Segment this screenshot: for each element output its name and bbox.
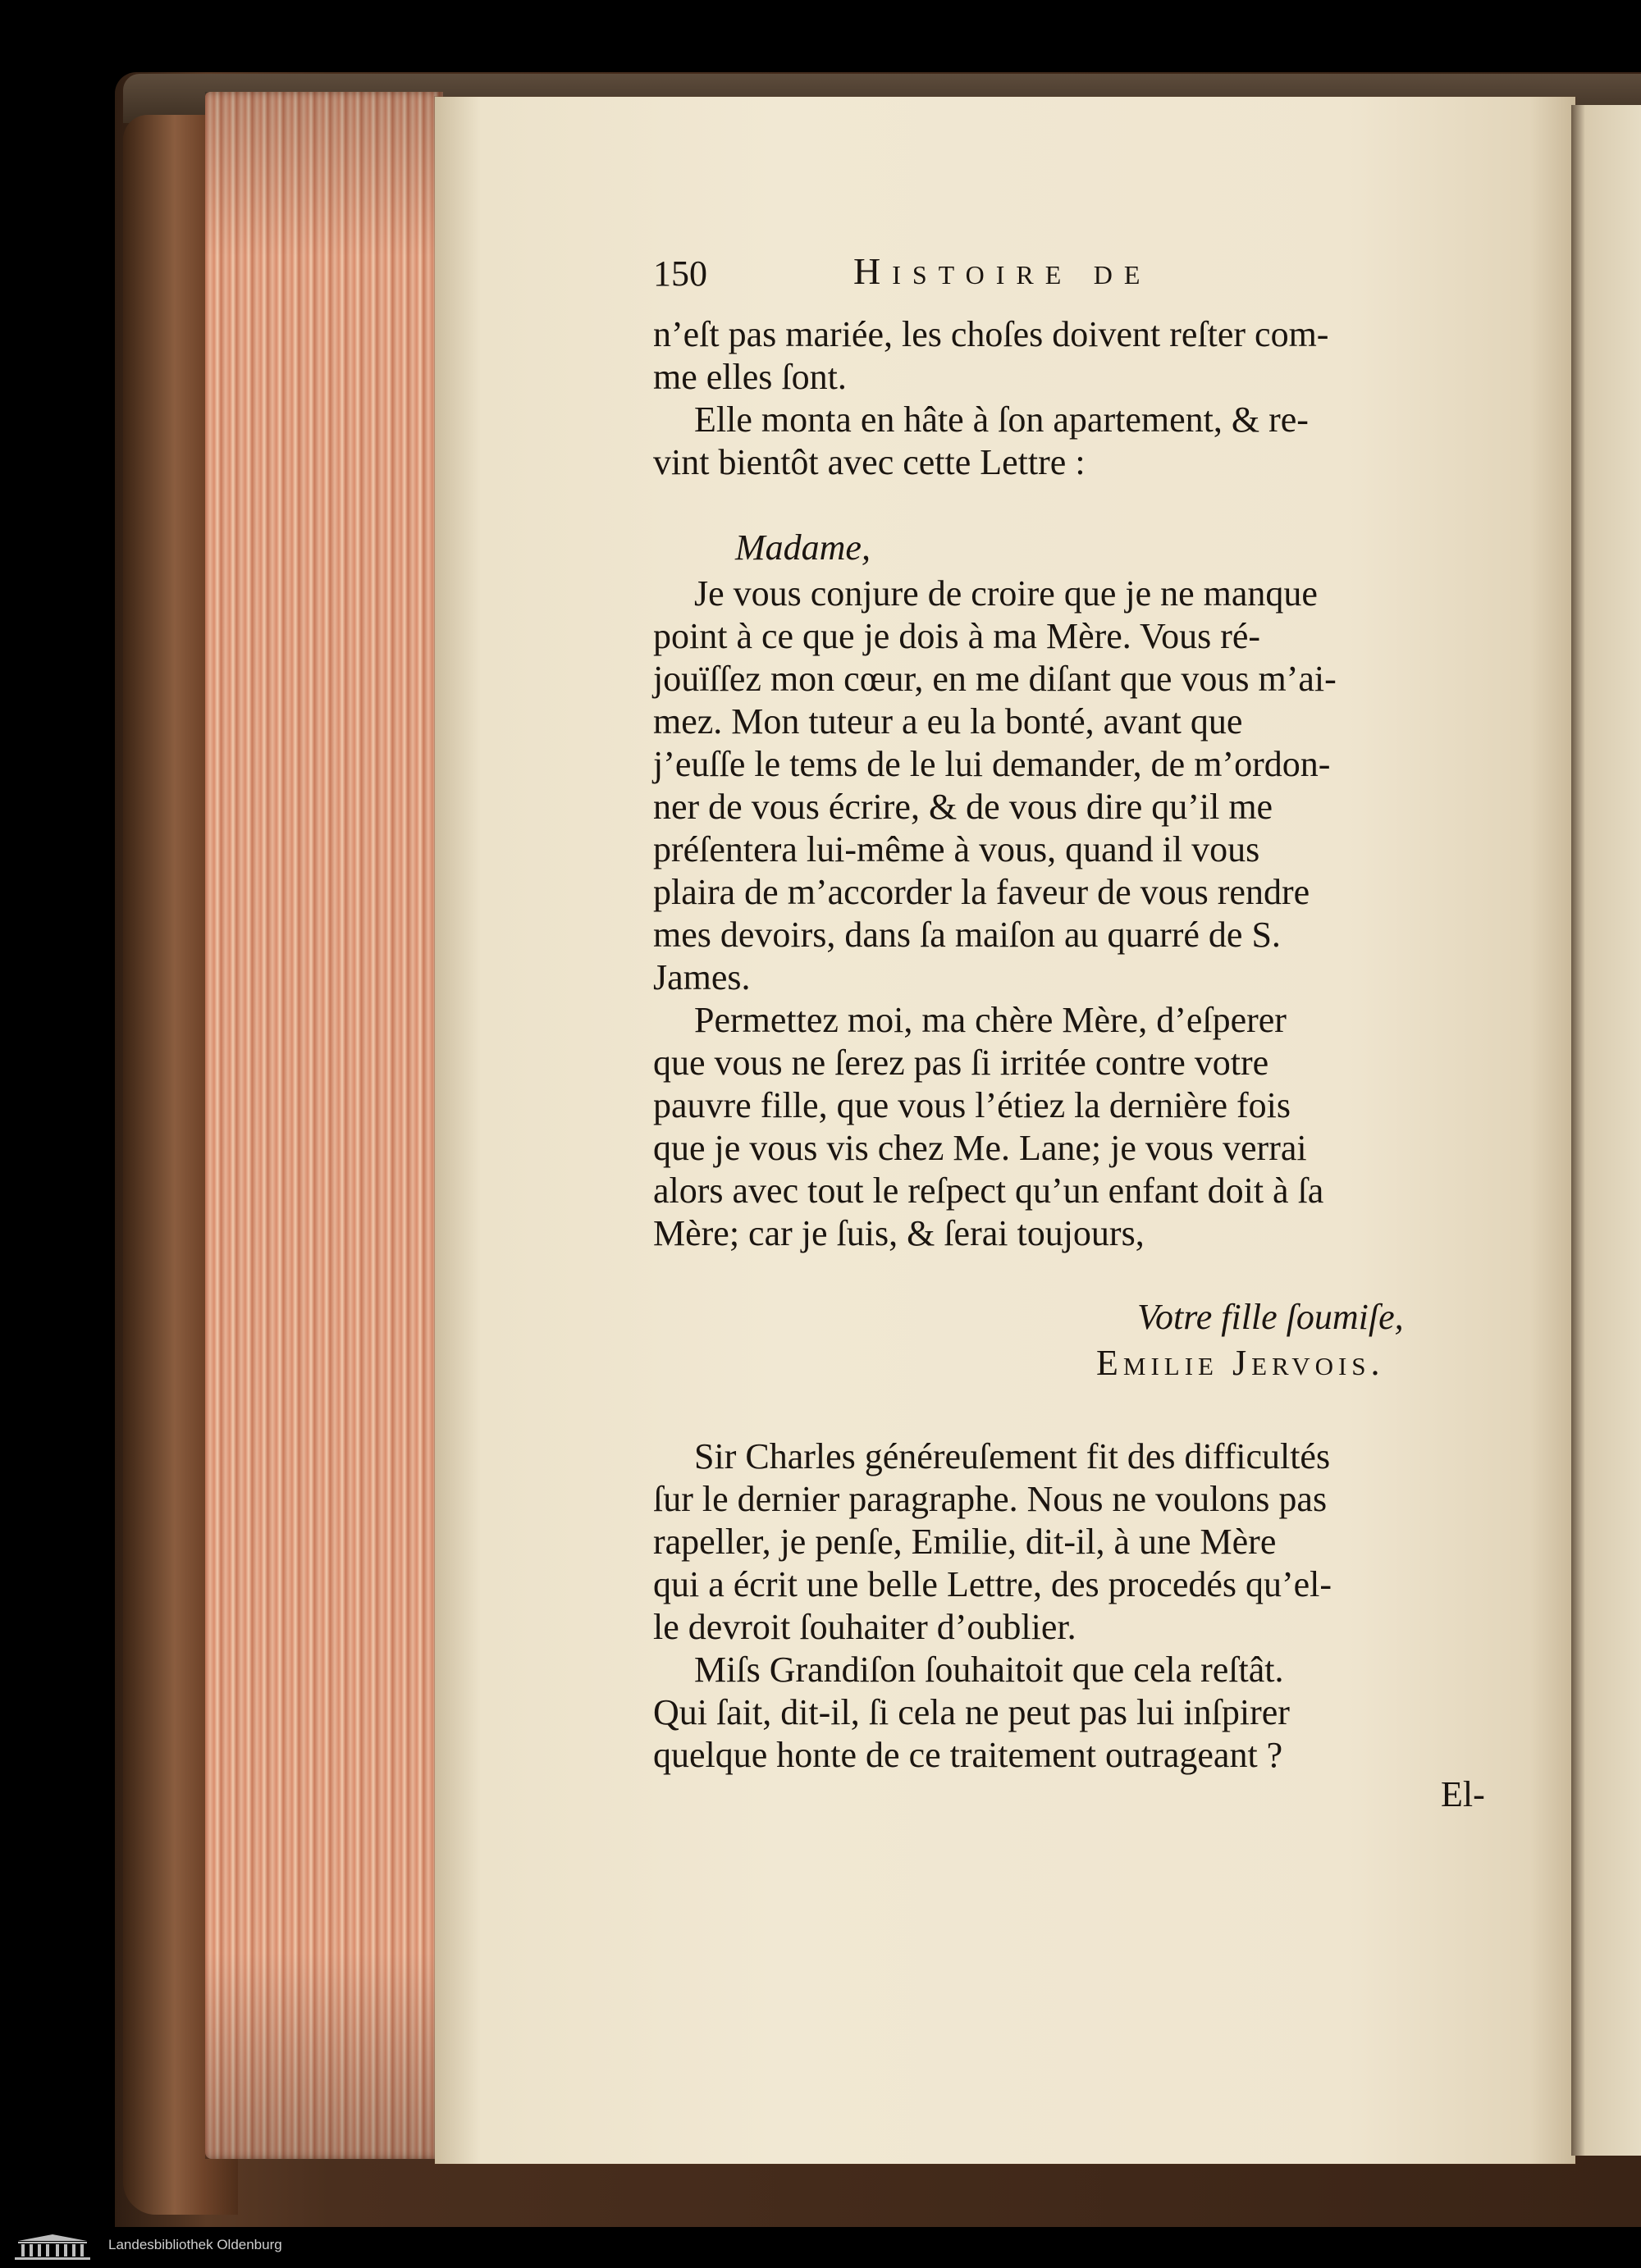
text-line bbox=[653, 1385, 1506, 1427]
text-line: pauvre fille, que vous l’étiez la dernière fois bbox=[653, 1085, 1291, 1125]
library-name: Landesbibliothek Oldenburg bbox=[108, 2237, 282, 2252]
text-line: vint bientôt avec cette Lettre : bbox=[653, 442, 1086, 482]
text-line: Elle monta en hâte à ſon apartement, & re- bbox=[694, 399, 1309, 440]
text-line: Mère; car je ſuis, & ſerai toujours, bbox=[653, 1213, 1145, 1253]
text-line: Permettez moi, ma chère Mère, d’eſperer bbox=[694, 1000, 1287, 1040]
library-building-icon bbox=[13, 2233, 92, 2261]
text-line: ner de vous écrire, & de vous dire qu’il me bbox=[653, 787, 1273, 827]
text-line: préſentera lui-même à vous, quand il vous bbox=[653, 829, 1260, 869]
page-edges-shade bbox=[205, 92, 443, 2159]
text-line: que je vous vis chez Me. Lane; je vous verrai bbox=[653, 1128, 1307, 1168]
text-line: qui a écrit une belle Lettre, des procedés qu’el- bbox=[653, 1564, 1332, 1604]
text-line: Miſs Grandiſon ſouhaitoit que cela reſtât. bbox=[694, 1650, 1284, 1690]
text-line: le devroit ſouhaiter d’oublier. bbox=[653, 1607, 1076, 1647]
page-number: 150 bbox=[653, 253, 707, 294]
text-line: Sir Charles généreuſement fit des difficultés bbox=[694, 1436, 1331, 1476]
catchword: El- bbox=[1441, 1774, 1485, 1814]
text-line: rapeller, je penſe, Emilie, dit-il, à une Mère bbox=[653, 1522, 1277, 1562]
text-line: j’euſſe le tems de le lui demander, de m’ordon- bbox=[653, 744, 1331, 784]
text-line: me elles ſont. bbox=[653, 357, 847, 397]
text-line: quelque honte de ce traitement outrageant ? bbox=[653, 1735, 1283, 1775]
text-line: jouïſſez mon cœur, en me diſant que vous m’ai- bbox=[653, 659, 1337, 699]
text-line: point à ce que je dois à ma Mère. Vous ré- bbox=[653, 616, 1261, 656]
signature: Emilie Jervois. bbox=[1096, 1343, 1385, 1383]
text-line: mes devoirs, dans ſa maiſon au quarré de S. bbox=[653, 915, 1281, 955]
closing-line: Votre fille ſoumiſe, bbox=[1137, 1297, 1404, 1337]
text-line: James. bbox=[653, 957, 751, 997]
facing-page-edge bbox=[1571, 105, 1641, 2156]
text-line: Qui ſait, dit-il, ſi cela ne peut pas lui inſpirer bbox=[653, 1692, 1290, 1732]
text-line bbox=[653, 484, 1506, 527]
text-line: plaira de m’accorder la faveur de vous rendre bbox=[653, 872, 1310, 912]
running-title: Histoire de bbox=[853, 250, 1152, 292]
salutation: Madame, bbox=[735, 527, 871, 568]
text-line: ſur le dernier paragraphe. Nous ne voulons pas bbox=[653, 1479, 1328, 1519]
text-line: alors avec tout le reſpect qu’un enfant doit à ſa bbox=[653, 1171, 1324, 1211]
text-line: que vous ne ſerez pas ſi irritée contre votre bbox=[653, 1043, 1269, 1083]
text-line bbox=[653, 1255, 1506, 1298]
text-line: mez. Mon tuteur a eu la bonté, avant que bbox=[653, 701, 1243, 742]
text-line: Je vous conjure de croire que je ne manque bbox=[694, 573, 1318, 614]
text-line: n’eſt pas mariée, les choſes doivent reſter com- bbox=[653, 314, 1329, 354]
